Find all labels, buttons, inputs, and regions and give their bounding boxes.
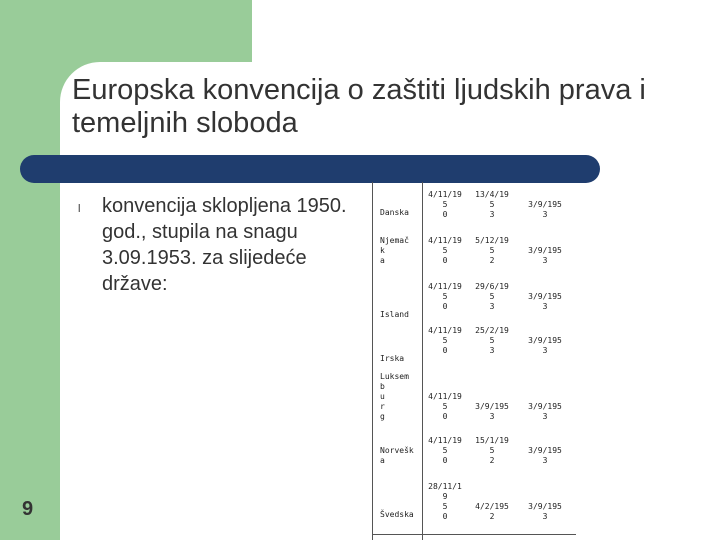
table-column-divider	[422, 182, 423, 540]
date-cell: 29/6/19 5 3	[475, 282, 509, 311]
title-divider-bar	[20, 155, 600, 183]
country-cell: Island	[380, 310, 409, 319]
date-cell: 4/11/19 5 0	[428, 282, 462, 311]
table-border-left	[372, 182, 373, 540]
date-cell: 13/4/19 5 3	[475, 190, 509, 219]
date-cell: 4/2/195 2	[475, 502, 509, 521]
date-cell: 15/1/19 5 2	[475, 436, 509, 465]
date-cell: 3/9/195 3	[528, 200, 562, 219]
date-cell: 3/9/195 3	[528, 502, 562, 521]
bullet-icon: l	[78, 203, 81, 215]
date-cell: 3/9/195 3	[528, 336, 562, 355]
bullet-text: konvencija sklopljena 1950. god., stupila na snagu 3.09.1953. za slijedeće države:	[102, 195, 347, 295]
date-cell: 4/11/19 5 0	[428, 326, 462, 355]
country-cell: Danska	[380, 208, 409, 217]
date-cell: 3/9/195 3	[528, 246, 562, 265]
date-cell: 4/11/19 5 0	[428, 436, 462, 465]
country-cell: Norvešk a	[380, 446, 414, 465]
date-cell: 28/11/1 9 5 0	[428, 482, 462, 521]
decorative-green-strip	[0, 0, 60, 540]
country-cell: Luksem b u r g	[380, 372, 409, 421]
date-cell: 3/9/195 3	[528, 402, 562, 421]
date-cell: 4/11/19 5 0	[428, 190, 462, 219]
date-cell: 4/11/19 5 0	[428, 236, 462, 265]
slide-number: 9	[22, 498, 34, 520]
date-cell: 3/9/195 3	[475, 402, 509, 421]
country-cell: Njemač k a	[380, 236, 409, 265]
slide-title: Europska konvencija o zaštiti ljudskih prava i temeljnih sloboda	[72, 74, 646, 139]
ratification-table	[372, 182, 576, 540]
date-cell: 3/9/195 3	[528, 446, 562, 465]
country-cell: Irska	[380, 354, 405, 363]
date-cell: 4/11/19 5 0	[428, 392, 462, 421]
date-cell: 25/2/19 5 3	[475, 326, 509, 355]
table-row-divider	[372, 534, 576, 535]
country-cell: Švedska	[380, 510, 414, 519]
date-cell: 3/9/195 3	[528, 292, 562, 311]
date-cell: 5/12/19 5 2	[475, 236, 509, 265]
